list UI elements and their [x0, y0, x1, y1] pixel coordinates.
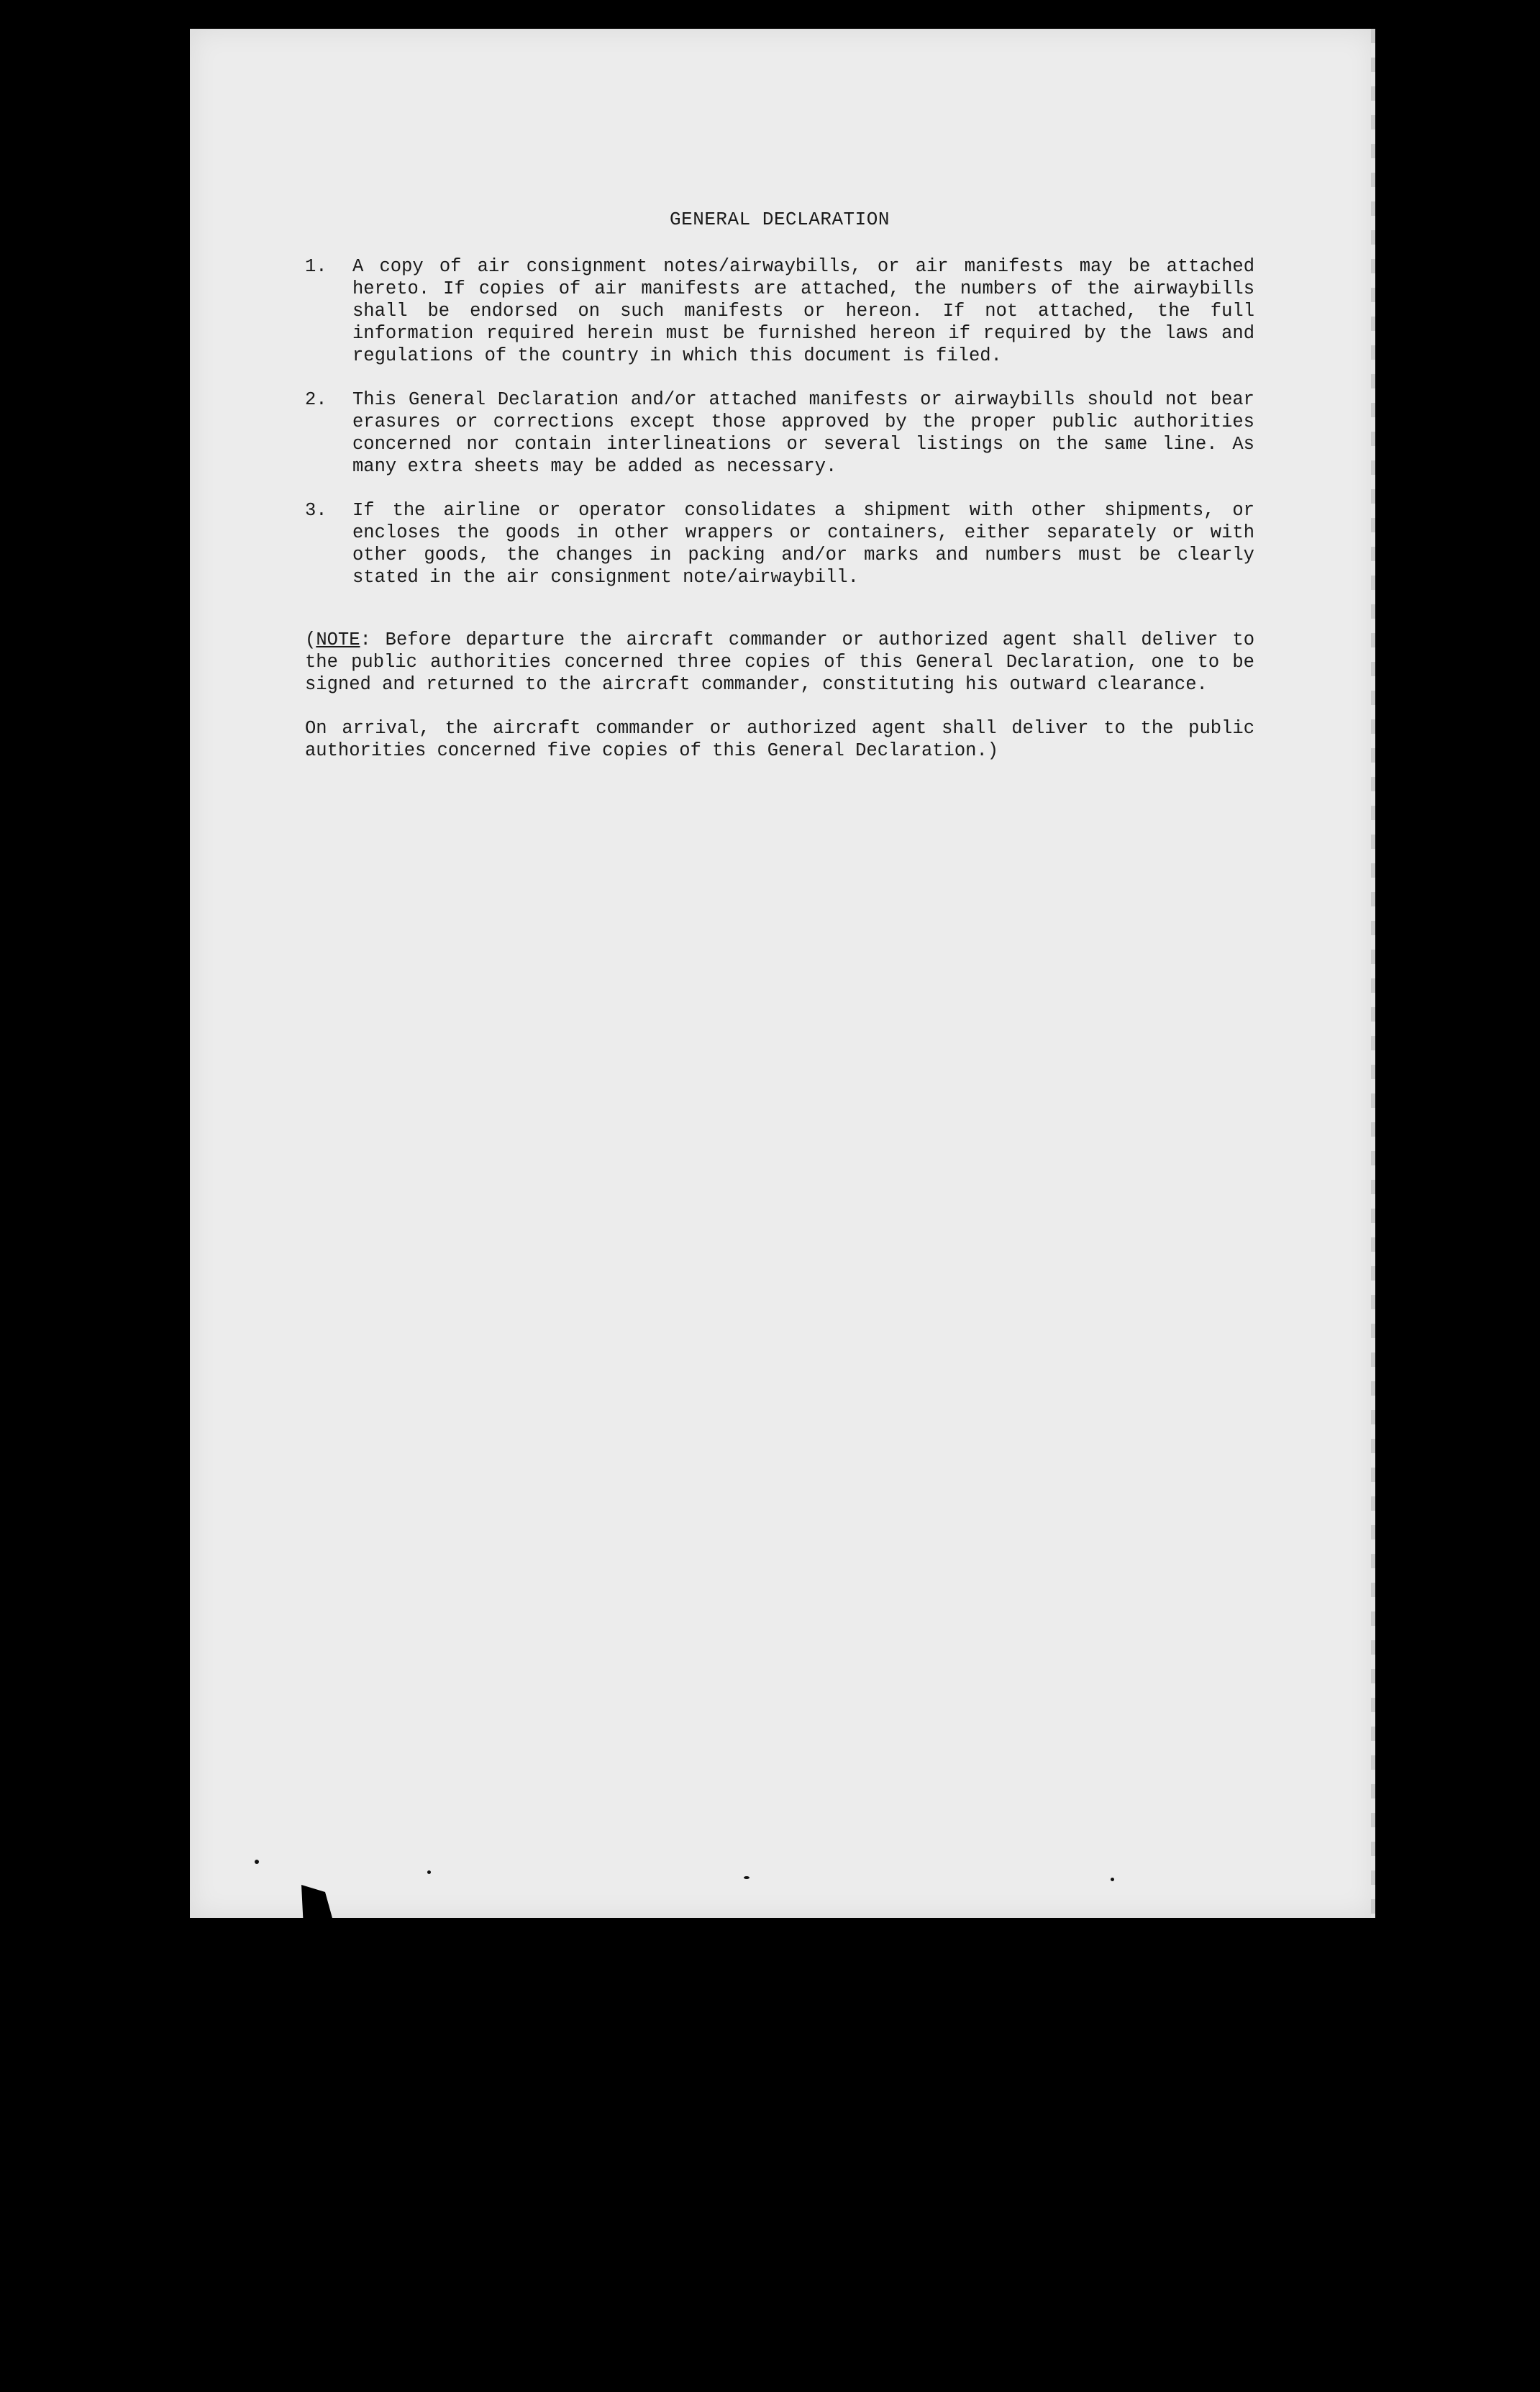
document-page — [190, 29, 1375, 1918]
item-text: This General Declaration and/or attached manifests or airwaybills should not bear erasures or corrections except those approved by the proper public authorities concerned nor contain interlineations or several listings on the same line. As many extra sheets may be added as necessary. — [352, 389, 1254, 477]
dust-speck — [744, 1876, 750, 1879]
arrival-paragraph: On arrival, the aircraft commander or authorized agent shall deliver to the public authorities concerned five copies of this General Declaration.) — [305, 718, 1254, 761]
note-paragraph — [305, 629, 1254, 696]
document-title: GENERAL DECLARATION — [670, 209, 890, 230]
page-edge — [1371, 29, 1375, 1918]
item-number: 1. — [305, 256, 327, 277]
instruction-item-1 — [305, 255, 1254, 367]
instruction-item-2 — [305, 388, 1254, 478]
declaration-content — [305, 209, 1254, 762]
item-number: 3. — [305, 500, 327, 521]
dust-speck — [1111, 1878, 1114, 1881]
note-label: NOTE — [316, 629, 360, 650]
dust-speck — [427, 1870, 431, 1874]
instruction-item-3 — [305, 499, 1254, 588]
item-text: A copy of air consignment notes/airwaybills, or air manifests may be attached hereto. If copies of air manifests are attached, the numbers of the airwaybills shall be endorsed on such manifests or hereon. If not attached, the full information required herein must be furnished hereon if required by the laws and regulations of the country in which this document is filed. — [352, 256, 1254, 366]
dust-speck — [255, 1860, 259, 1864]
item-number: 2. — [305, 389, 327, 410]
item-text: If the airline or operator consolidates a shipment with other shipments, or encloses the goods in other wrappers or containers, either separately or with other goods, the changes in packing and/or marks and numbers must be clearly stated in the air consignment note/airwaybill. — [352, 500, 1254, 588]
note-open-paren: ( — [305, 629, 316, 650]
note-colon: : — [360, 629, 371, 650]
note-text: Before departure the aircraft commander or authorized agent shall deliver to the public authorities concerned three copies of this General Declaration, one to be signed and returned to the aircraft commander, constituting his outward clearance. — [305, 629, 1254, 695]
